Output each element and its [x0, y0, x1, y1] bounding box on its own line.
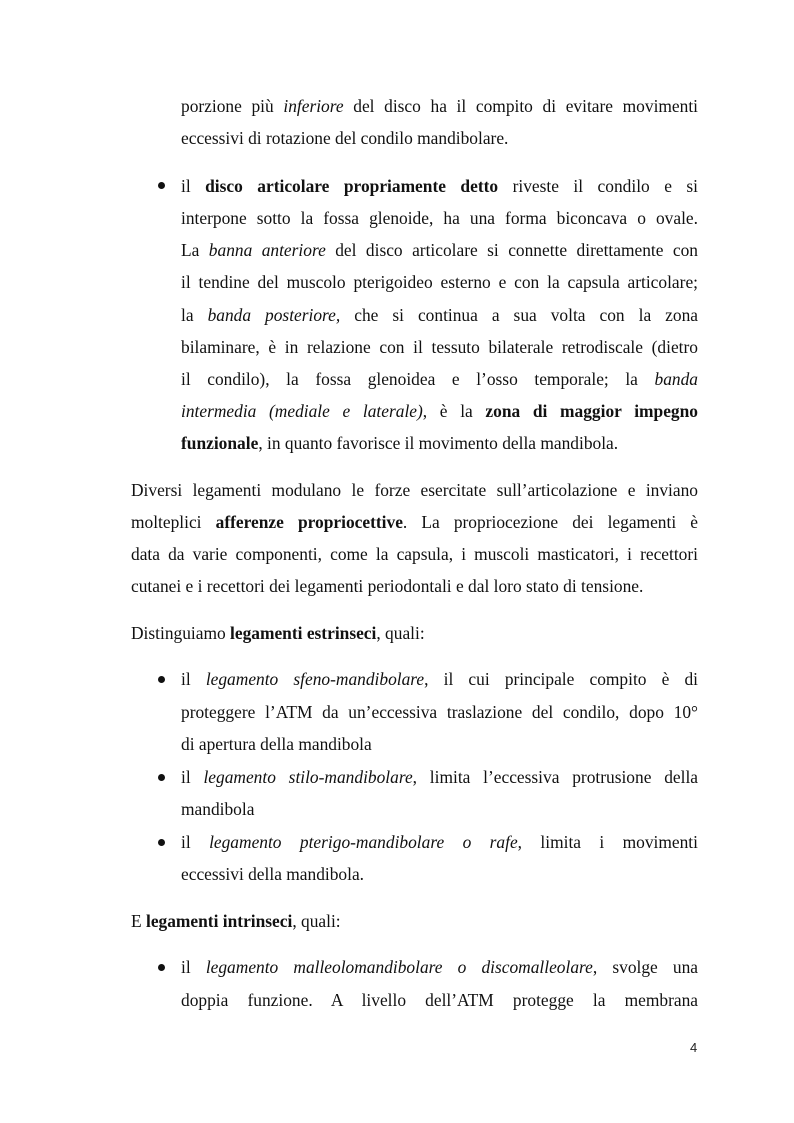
text-line: molteplici afferenze propriocettive. La propriocezione dei legamenti è: [131, 512, 698, 532]
text-line: porzione più inferiore del disco ha il compito di evitare movimenti: [181, 96, 699, 116]
text-line: il legamento stilo-mandibolare, limita l’eccessiva protrusione della: [181, 767, 698, 787]
text-line: il legamento malleolomandibolare o discomalleolare, svolge una: [181, 957, 699, 977]
text-line: interpone sotto la fossa glenoide, ha una forma biconcava o ovale.: [181, 208, 698, 228]
bullet-icon: [158, 964, 165, 971]
text-line: proteggere l’ATM da un’eccessiva traslazione del condilo, dopo 10°: [181, 702, 698, 722]
bullet-icon: [158, 676, 165, 683]
bullet-icon: [158, 774, 165, 781]
text-line: il condilo), la fossa glenoidea e l’osso temporale; la banda: [181, 369, 698, 389]
bullet-icon: [158, 182, 165, 189]
text-line: data da varie componenti, come la capsula, i muscoli masticatori, i recettori: [131, 544, 698, 564]
text-line: intermedia (mediale e laterale), è la zona di maggior impegno: [181, 401, 698, 421]
text-line: la banda posteriore, che si continua a sua volta con la zona: [181, 305, 698, 325]
text-line: doppia funzione. A livello dell’ATM protegge la membrana: [181, 990, 698, 1010]
text-line: mandibola: [181, 799, 255, 819]
text-line: eccessivi della mandibola.: [181, 864, 365, 884]
text-line: funzionale, in quanto favorisce il movimento della mandibola.: [181, 433, 619, 453]
text-line: eccessivi di rotazione del condilo mandibolare.: [181, 128, 509, 148]
bullet-icon: [158, 839, 165, 846]
text-line: il disco articolare propriamente detto riveste il condilo e si: [181, 176, 698, 196]
text-line: il legamento sfeno-mandibolare, il cui principale compito è di: [181, 669, 698, 689]
text-line: il legamento pterigo-mandibolare o rafe, limita i movimenti: [181, 832, 698, 852]
page-number: 4: [690, 1040, 698, 1055]
text-line: La banna anteriore del disco articolare si connette direttamente con: [181, 240, 699, 260]
text-line: E legamenti intrinseci, quali:: [131, 911, 341, 931]
text-line: cutanei e i recettori dei legamenti periodontali e dal loro stato di tensione.: [131, 576, 644, 596]
text-line: il tendine del muscolo pterigoideo esterno e con la capsula articolare;: [181, 272, 698, 292]
text-line: bilaminare, è in relazione con il tessuto bilaterale retrodiscale (dietro: [181, 337, 698, 357]
text-line: di apertura della mandibola: [181, 734, 372, 754]
text-line: Diversi legamenti modulano le forze esercitate sull’articolazione e inviano: [131, 480, 698, 500]
text-line: Distinguiamo legamenti estrinseci, quali:: [131, 623, 425, 643]
